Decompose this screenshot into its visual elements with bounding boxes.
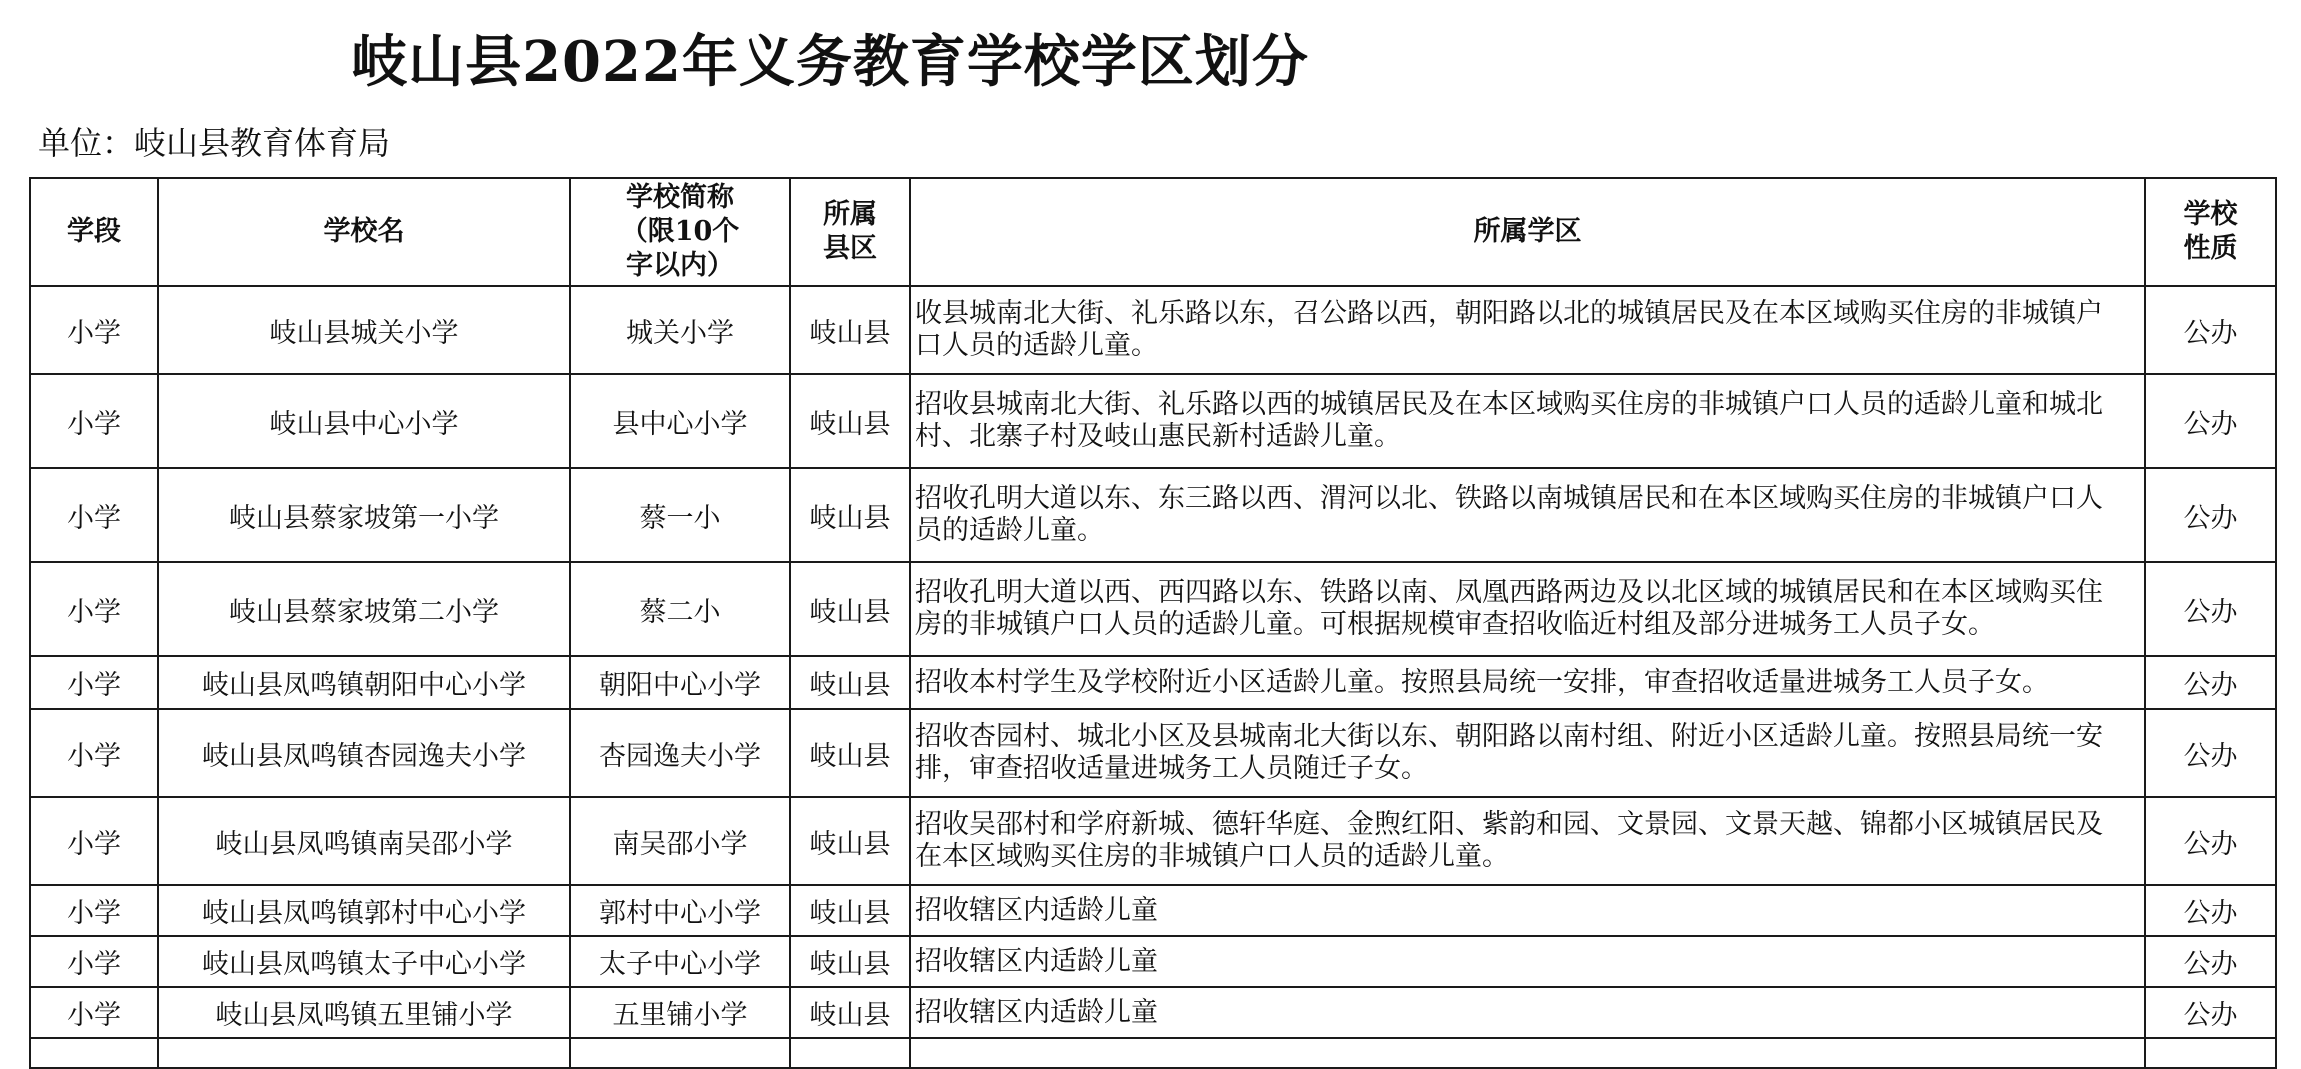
cell-short-name: 蔡二小	[570, 562, 790, 656]
school-district-table	[29, 177, 2277, 1069]
cell-county: 岐山县	[790, 468, 910, 562]
issuing-unit: 单位：岐山县教育体育局	[38, 124, 391, 162]
cell-short-name: 南吴邵小学	[570, 797, 790, 885]
cell-stage: 小学	[30, 797, 158, 885]
cell-district: 招收孔明大道以西、西四路以东、铁路以南、凤凰西路两边及以北区域的城镇居民和在本区域购买住房的非城镇户口人员的适龄儿童。可根据规模审查招收临近村组及部分进城务工人员子女。	[910, 562, 2145, 656]
cell-nature: 公办	[2145, 987, 2276, 1038]
cell-county: 岐山县	[790, 885, 910, 936]
table-row-cutoff	[30, 1038, 2276, 1068]
cell-short-name: 太子中心小学	[570, 936, 790, 987]
table-row	[30, 562, 2276, 656]
cell-district: 收县城南北大街、礼乐路以东，召公路以西，朝阳路以北的城镇居民及在本区域购买住房的非城镇户口人员的适龄儿童。	[910, 286, 2145, 374]
cell-district: 招收县城南北大街、礼乐路以西的城镇居民及在本区域购买住房的非城镇户口人员的适龄儿童和城北村、北寨子村及岐山惠民新村适龄儿童。	[910, 374, 2145, 468]
cell-county: 岐山县	[790, 562, 910, 656]
cell-district: 招收本村学生及学校附近小区适龄儿童。按照县局统一安排，审查招收适量进城务工人员子女。	[910, 656, 2145, 709]
table-row	[30, 709, 2276, 797]
cell-county: 岐山县	[790, 656, 910, 709]
cell-school-name: 岐山县凤鸣镇南吴邵小学	[158, 797, 570, 885]
cell-stage: 小学	[30, 885, 158, 936]
cell-short-name: 蔡一小	[570, 468, 790, 562]
cell-stage: 小学	[30, 562, 158, 656]
cell-county: 岐山县	[790, 797, 910, 885]
cell-school-name: 岐山县凤鸣镇太子中心小学	[158, 936, 570, 987]
cell-short-name: 郭村中心小学	[570, 885, 790, 936]
table-row	[30, 797, 2276, 885]
table-row	[30, 936, 2276, 987]
cell-short-name: 城关小学	[570, 286, 790, 374]
header-school-name: 学校名	[158, 178, 570, 286]
cell-short-name: 朝阳中心小学	[570, 656, 790, 709]
table-row	[30, 468, 2276, 562]
table-row	[30, 656, 2276, 709]
header-short-name: 学校简称（限10个字以内）	[570, 178, 790, 286]
table-header-row	[30, 178, 2276, 286]
cell-nature: 公办	[2145, 562, 2276, 656]
cell-nature: 公办	[2145, 936, 2276, 987]
cell-district: 招收孔明大道以东、东三路以西、渭河以北、铁路以南城镇居民和在本区域购买住房的非城镇户口人员的适龄儿童。	[910, 468, 2145, 562]
cell-stage: 小学	[30, 286, 158, 374]
table-row	[30, 286, 2276, 374]
cell-stage: 小学	[30, 656, 158, 709]
cell-stage: 小学	[30, 987, 158, 1038]
header-county: 所属县区	[790, 178, 910, 286]
header-nature: 学校性质	[2145, 178, 2276, 286]
cell-nature: 公办	[2145, 468, 2276, 562]
cell-county: 岐山县	[790, 936, 910, 987]
cell-school-name: 岐山县凤鸣镇郭村中心小学	[158, 885, 570, 936]
cell-school-name: 岐山县中心小学	[158, 374, 570, 468]
page-title: 岐山县2022年义务教育学校学区划分	[351, 29, 1309, 95]
table-row	[30, 374, 2276, 468]
table-row	[30, 987, 2276, 1038]
cell-district: 招收辖区内适龄儿童	[910, 885, 2145, 936]
cell-school-name: 岐山县蔡家坡第一小学	[158, 468, 570, 562]
cell-nature: 公办	[2145, 885, 2276, 936]
cell-county: 岐山县	[790, 286, 910, 374]
cell-district: 招收杏园村、城北小区及县城南北大街以东、朝阳路以南村组、附近小区适龄儿童。按照县局统一安排，审查招收适量进城务工人员随迁子女。	[910, 709, 2145, 797]
cell-nature: 公办	[2145, 797, 2276, 885]
header-district: 所属学区	[910, 178, 2145, 286]
cell-county: 岐山县	[790, 987, 910, 1038]
cell-county: 岐山县	[790, 374, 910, 468]
cell-stage: 小学	[30, 936, 158, 987]
cell-short-name: 县中心小学	[570, 374, 790, 468]
cell-district: 招收吴邵村和学府新城、德轩华庭、金煦红阳、紫韵和园、文景园、文景天越、锦都小区城镇居民及在本区域购买住房的非城镇户口人员的适龄儿童。	[910, 797, 2145, 885]
cell-nature: 公办	[2145, 374, 2276, 468]
cell-stage: 小学	[30, 374, 158, 468]
cell-district: 招收辖区内适龄儿童	[910, 936, 2145, 987]
cell-school-name: 岐山县凤鸣镇杏园逸夫小学	[158, 709, 570, 797]
cell-county: 岐山县	[790, 709, 910, 797]
cell-stage: 小学	[30, 709, 158, 797]
cell-short-name: 五里铺小学	[570, 987, 790, 1038]
cell-nature: 公办	[2145, 656, 2276, 709]
cell-school-name: 岐山县蔡家坡第二小学	[158, 562, 570, 656]
header-stage: 学段	[30, 178, 158, 286]
table-row	[30, 885, 2276, 936]
cell-school-name: 岐山县城关小学	[158, 286, 570, 374]
cell-short-name: 杏园逸夫小学	[570, 709, 790, 797]
cell-stage: 小学	[30, 468, 158, 562]
cell-nature: 公办	[2145, 709, 2276, 797]
cell-school-name: 岐山县凤鸣镇朝阳中心小学	[158, 656, 570, 709]
cell-district: 招收辖区内适龄儿童	[910, 987, 2145, 1038]
cell-nature: 公办	[2145, 286, 2276, 374]
cell-school-name: 岐山县凤鸣镇五里铺小学	[158, 987, 570, 1038]
